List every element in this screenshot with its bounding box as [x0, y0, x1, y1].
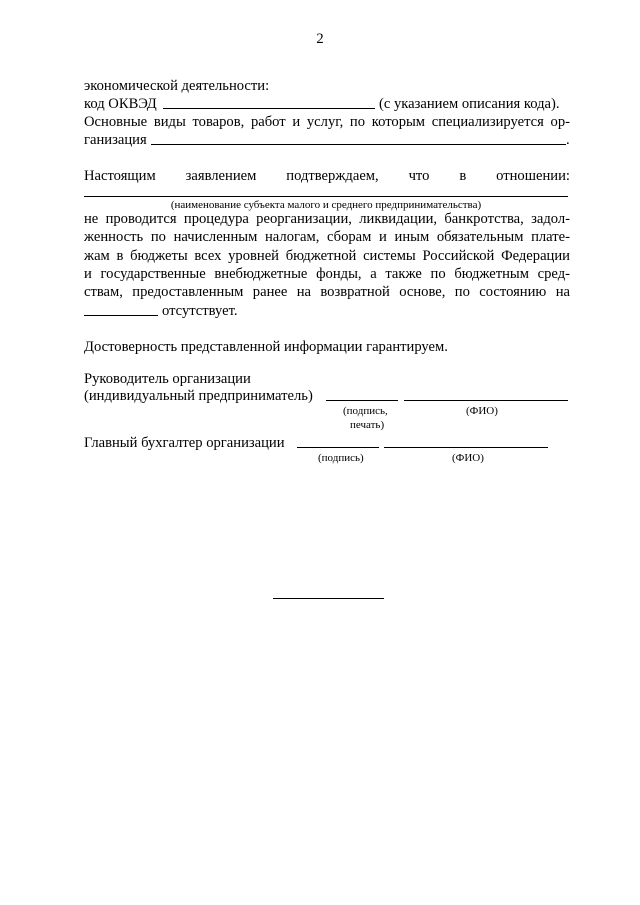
subject-blank [84, 196, 568, 197]
confirm-word: подтверждаем, [286, 168, 379, 184]
confirm-word: заявлением [185, 168, 257, 184]
confirm-word: Настоящим [84, 168, 156, 184]
guarantee-text: Достоверность представленной информации гарантируем. [84, 339, 448, 355]
okved-code-blank [163, 108, 375, 109]
economic-activity-line: экономической деятельности: [84, 78, 270, 94]
chief-accountant-title: Главный бухгалтер организации [84, 435, 285, 451]
goods-line-1: Основные виды товаров, работ и услуг, по которым специализируется ор- [84, 114, 570, 130]
chief-signature-blank [297, 447, 379, 448]
para-line-5: ствам, предоставленным ранее на возвратной основе, по состоянию на [84, 284, 570, 300]
head-title-2: (индивидуальный предприниматель) [84, 388, 313, 404]
para-line-1: не проводится процедура реорганизации, ликвидации, банкротства, задол- [84, 211, 570, 227]
confirm-word: в [459, 168, 467, 184]
confirm-word: что [408, 168, 430, 184]
head-fio-caption: (ФИО) [466, 405, 498, 417]
para-line-2: женность по начисленным налогам, сборам и иным обязательным плате- [84, 229, 570, 245]
head-signature-blank [326, 400, 398, 401]
para-line-3: жам в бюджеты всех уровней бюджетной системы Российской Федерации [84, 248, 570, 264]
head-sign-caption-1: (подпись, [343, 405, 388, 417]
chief-fio-blank [384, 447, 548, 448]
closing-rule [273, 598, 384, 599]
subject-caption: (наименование субъекта малого и среднего предпринимательства) [170, 199, 482, 211]
goods-period: . [566, 132, 570, 148]
date-blank [84, 315, 158, 316]
head-title-1: Руководитель организации [84, 371, 251, 387]
okved-label: код ОКВЭД [84, 96, 157, 112]
okved-suffix: (с указанием описания кода). [379, 96, 560, 112]
absent-text: отсутствует. [162, 303, 238, 319]
chief-sign-caption: (подпись) [318, 452, 364, 464]
confirm-word: отношении: [496, 168, 570, 184]
chief-fio-caption: (ФИО) [452, 452, 484, 464]
goods-blank [151, 144, 566, 145]
head-sign-caption-2: печать) [350, 419, 385, 431]
para-line-4: и государственные внебюджетные фонды, а также по бюджетным сред- [84, 266, 570, 282]
confirm-line [84, 167, 570, 185]
goods-line-2-label: ганизация [84, 132, 147, 148]
head-fio-blank [404, 400, 568, 401]
page-number: 2 [316, 31, 324, 47]
